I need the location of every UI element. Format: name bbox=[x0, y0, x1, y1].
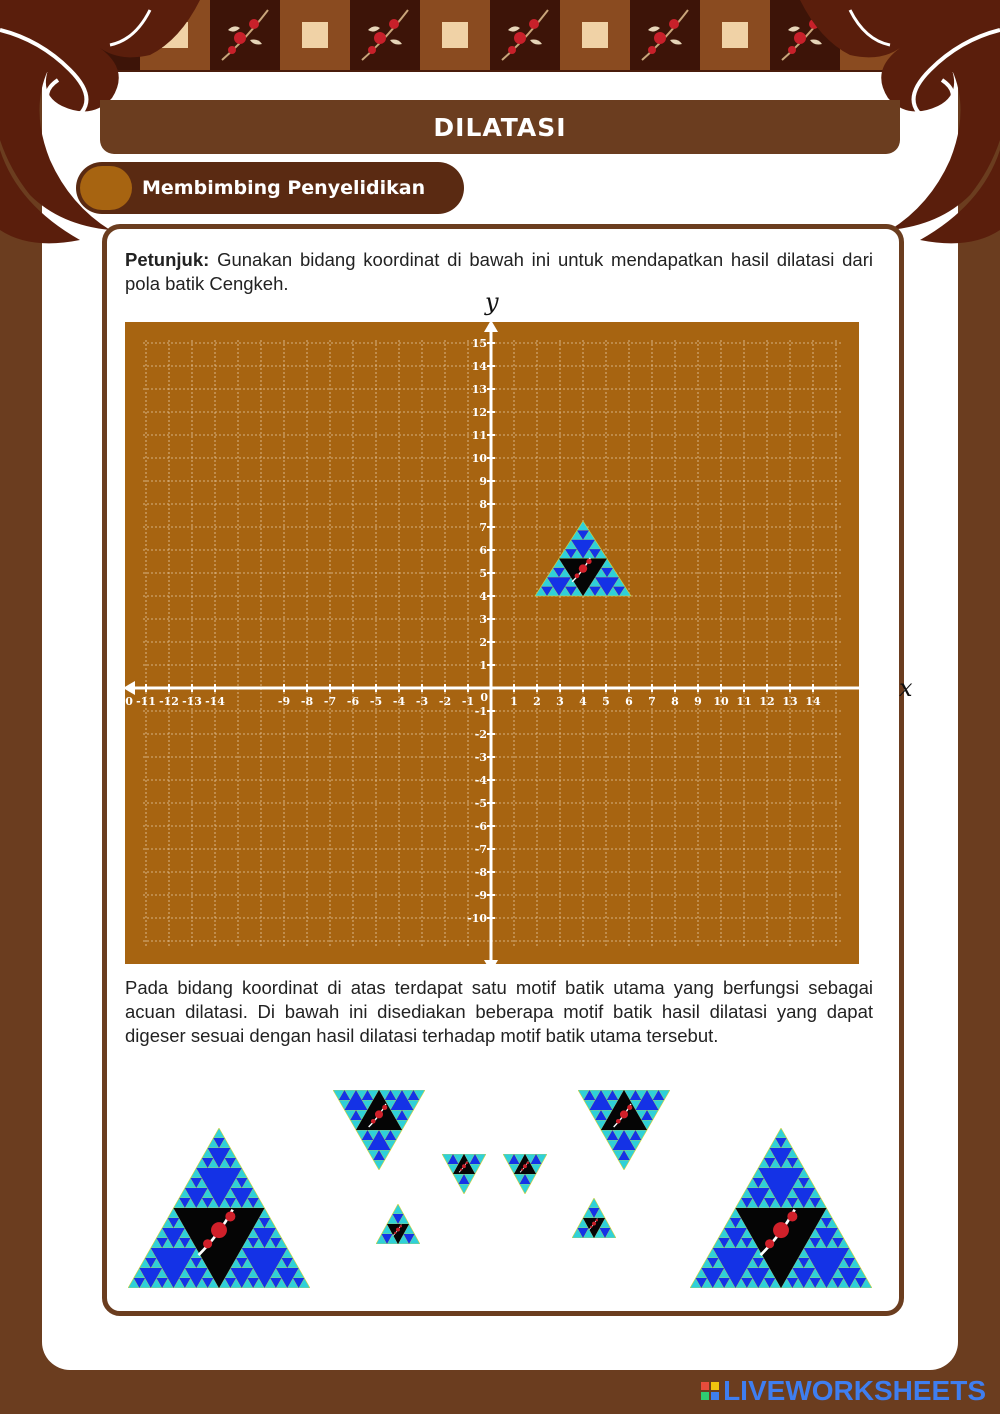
coordinate-plane bbox=[113, 288, 913, 964]
draggable-batik-motif-small[interactable] bbox=[503, 1154, 547, 1194]
x-tick-label: -9 bbox=[277, 695, 291, 708]
y-tick-label: 2 bbox=[479, 636, 487, 649]
logo-letter-block bbox=[711, 1392, 719, 1400]
y-tick-label: 15 bbox=[471, 337, 487, 350]
y-tick-label: 9 bbox=[479, 475, 487, 488]
x-tick-label: 1 bbox=[510, 695, 518, 708]
x-axis-label: x bbox=[899, 674, 913, 702]
y-tick-label: 4 bbox=[479, 590, 487, 603]
y-tick-label: 3 bbox=[479, 613, 487, 626]
x-tick-label: -4 bbox=[392, 695, 406, 708]
draggable-batik-motif-medium[interactable] bbox=[333, 1090, 425, 1170]
x-tick-label: -11 bbox=[136, 695, 156, 708]
logo-letter-block bbox=[701, 1382, 709, 1390]
banner-square-tile bbox=[280, 0, 350, 70]
y-tick-label: 10 bbox=[471, 452, 487, 465]
banner-square-tile bbox=[700, 0, 770, 70]
x-tick-label: -14 bbox=[205, 695, 225, 708]
liveworksheets-logo bbox=[701, 1376, 986, 1406]
x-tick-label: -3 bbox=[415, 695, 429, 708]
y-tick-label: -8 bbox=[474, 866, 487, 879]
logo-letter-block bbox=[711, 1382, 719, 1390]
banner-flower-tile bbox=[630, 0, 700, 70]
y-tick-label: -1 bbox=[474, 705, 487, 718]
y-tick-label: -6 bbox=[474, 820, 487, 833]
y-tick-label: 12 bbox=[471, 406, 487, 419]
banner-flower-tile bbox=[350, 0, 420, 70]
section-label: Membimbing Penyelidikan bbox=[142, 177, 426, 199]
logo-blocks-icon bbox=[701, 1382, 719, 1400]
x-tick-label: -10 bbox=[113, 695, 133, 708]
y-tick-label: 8 bbox=[479, 498, 487, 511]
instruction-text: Gunakan bidang koordinat di bawah ini untuk mendapatkan hasil dilatasi dari pola batik Cengkeh. bbox=[125, 249, 873, 294]
page-title: DILATASI bbox=[433, 112, 567, 142]
y-tick-label: 11 bbox=[471, 429, 487, 442]
x-tick-label: 4 bbox=[579, 695, 587, 708]
banner-flower-tile bbox=[490, 0, 560, 70]
logo-letter-block bbox=[701, 1392, 709, 1400]
x-tick-label: -1 bbox=[461, 695, 475, 708]
draggable-batik-motif-large[interactable] bbox=[690, 1128, 872, 1288]
banner-square-tile bbox=[420, 0, 490, 70]
y-tick-label: 7 bbox=[479, 521, 487, 534]
x-tick-label: 8 bbox=[671, 695, 679, 708]
draggable-batik-motif-medium[interactable] bbox=[578, 1090, 670, 1170]
draggable-batik-motif-small[interactable] bbox=[442, 1154, 486, 1194]
y-axis-label: y bbox=[485, 288, 499, 316]
banner-square-tile bbox=[560, 0, 630, 70]
x-tick-label: -6 bbox=[346, 695, 360, 708]
origin-label: 0 bbox=[480, 691, 488, 704]
x-tick-label: -7 bbox=[323, 695, 337, 708]
x-tick-label: -8 bbox=[300, 695, 314, 708]
y-tick-label: 6 bbox=[479, 544, 487, 557]
x-tick-label: -5 bbox=[369, 695, 383, 708]
y-tick-label: -4 bbox=[474, 774, 487, 787]
pill-circle-icon bbox=[80, 166, 132, 210]
x-tick-label: -12 bbox=[159, 695, 179, 708]
x-tick-label: 10 bbox=[713, 695, 729, 708]
title-bar bbox=[100, 100, 900, 154]
x-tick-label: 9 bbox=[694, 695, 702, 708]
y-tick-label: 14 bbox=[471, 360, 487, 373]
instruction-paragraph bbox=[125, 248, 873, 296]
y-tick-label: 13 bbox=[471, 383, 487, 396]
x-tick-label: 6 bbox=[625, 695, 633, 708]
banner-flower-tile bbox=[210, 0, 280, 70]
instruction-label: Petunjuk: bbox=[125, 249, 210, 270]
y-tick-label: -9 bbox=[474, 889, 487, 902]
description-paragraph: Pada bidang koordinat di atas terdapat satu motif batik utama yang berfungsi sebagai acuan dilatasi. Di bawah ini disediakan beberapa motif batik hasil dilatasi yang dapat digeser sesuai dengan hasil dilatasi terhadap motif batik utama tersebut. bbox=[125, 977, 873, 1046]
y-tick-label: -3 bbox=[474, 751, 487, 764]
y-tick-label: -10 bbox=[467, 912, 487, 925]
x-tick-label: -13 bbox=[182, 695, 202, 708]
y-tick-label: 5 bbox=[479, 567, 487, 580]
x-tick-label: 11 bbox=[736, 695, 752, 708]
y-tick-label: 1 bbox=[479, 659, 487, 672]
x-tick-label: 13 bbox=[782, 695, 798, 708]
x-tick-label: -2 bbox=[438, 695, 452, 708]
y-tick-label: -5 bbox=[474, 797, 487, 810]
x-tick-label: 12 bbox=[759, 695, 775, 708]
x-tick-label: 14 bbox=[805, 695, 821, 708]
x-tick-label: 7 bbox=[648, 695, 656, 708]
draggable-batik-motif-small[interactable] bbox=[376, 1204, 420, 1244]
section-label-pill bbox=[76, 162, 464, 214]
draggable-batik-motif-small[interactable] bbox=[572, 1198, 616, 1238]
x-tick-label: 2 bbox=[533, 695, 541, 708]
x-tick-label: 5 bbox=[602, 695, 610, 708]
logo-text: LIVEWORKSHEETS bbox=[723, 1375, 986, 1406]
y-tick-label: -2 bbox=[474, 728, 487, 741]
draggable-batik-motif-large[interactable] bbox=[128, 1128, 310, 1288]
y-tick-label: -7 bbox=[474, 843, 487, 856]
x-tick-label: 3 bbox=[556, 695, 564, 708]
